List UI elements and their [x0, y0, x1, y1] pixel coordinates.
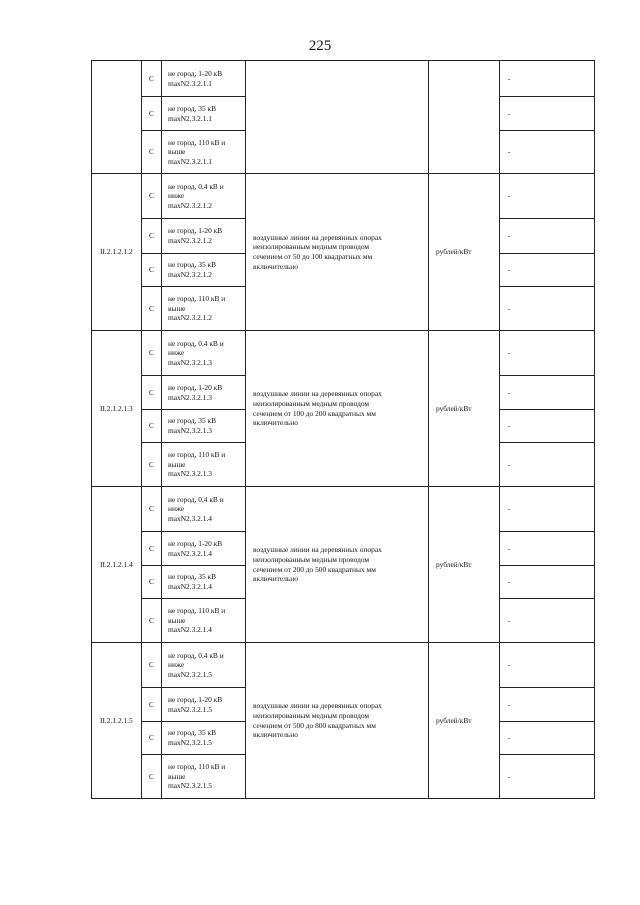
- description-line: неизолированным медным проводом: [253, 710, 370, 720]
- voltage-name-line: не город, 1-20 кВ: [168, 538, 223, 548]
- table-row: [92, 61, 595, 97]
- voltage-name-cell: [162, 97, 246, 131]
- voltage-name-line: не город, 110 кВ и: [168, 294, 226, 304]
- description-line: включительно: [253, 261, 298, 271]
- category-letter-cell: С: [142, 331, 162, 376]
- description-line: включительно: [253, 730, 298, 740]
- voltage-name-line: не город, 1-20 кВ: [168, 382, 223, 392]
- table-row: [92, 487, 595, 532]
- voltage-name-line: ниже: [168, 348, 185, 358]
- voltage-name-line: ниже: [168, 191, 185, 201]
- voltage-name-line: выше: [168, 615, 186, 625]
- line-description-cell: [246, 643, 429, 799]
- voltage-name-line: не город, 35 кВ: [168, 416, 217, 426]
- value-cell: -: [500, 410, 595, 443]
- category-letter-cell: С: [142, 722, 162, 755]
- voltage-name-line: maxN2.3.2.1.1: [168, 113, 212, 123]
- category-letter-cell: С: [142, 688, 162, 722]
- value-cell: -: [500, 287, 595, 331]
- voltage-name-cell: [162, 443, 246, 487]
- voltage-name-line: maxN2.3.2.1.3: [168, 469, 212, 479]
- item-code-cell: II.2.1.2.1.2: [92, 174, 142, 331]
- value-cell: -: [500, 97, 595, 131]
- category-letter-cell: С: [142, 219, 162, 254]
- voltage-name-line: не город, 1-20 кВ: [168, 68, 223, 78]
- voltage-name-cell: [162, 131, 246, 174]
- item-code-cell: [92, 61, 142, 174]
- description-line: включительно: [253, 574, 298, 584]
- value-cell: -: [500, 443, 595, 487]
- table-row: [92, 643, 595, 688]
- value-cell: -: [500, 532, 595, 566]
- unit-cell: рублей/кВт: [429, 487, 500, 643]
- table-row: [92, 174, 595, 219]
- voltage-name-line: ниже: [168, 660, 185, 670]
- line-description-cell: [246, 174, 429, 331]
- voltage-name-line: maxN2.3.2.1.4: [168, 513, 212, 523]
- value-cell: -: [500, 566, 595, 599]
- value-cell: -: [500, 174, 595, 219]
- category-letter-cell: С: [142, 174, 162, 219]
- description-line: воздушные линии на деревянных опорах: [253, 389, 382, 399]
- voltage-name-cell: [162, 331, 246, 376]
- description-line: воздушные линии на деревянных опорах: [253, 701, 382, 711]
- category-letter-cell: С: [142, 410, 162, 443]
- item-code-cell: II.2.1.2.1.4: [92, 487, 142, 643]
- voltage-name-line: не город, 1-20 кВ: [168, 226, 223, 236]
- voltage-name-cell: [162, 254, 246, 287]
- voltage-name-line: maxN2.3.2.1.1: [168, 156, 212, 166]
- value-cell: -: [500, 131, 595, 174]
- value-cell: -: [500, 599, 595, 643]
- item-code-cell: II.2.1.2.1.3: [92, 331, 142, 487]
- voltage-name-line: не город, 0,4 кВ и: [168, 650, 224, 660]
- item-code-cell: II.2.1.2.1.5: [92, 643, 142, 799]
- value-cell: -: [500, 487, 595, 532]
- voltage-name-line: не город, 0,4 кВ и: [168, 338, 224, 348]
- voltage-name-line: maxN2.3.2.1.4: [168, 625, 212, 635]
- voltage-name-cell: [162, 410, 246, 443]
- voltage-name-line: maxN2.3.2.1.4: [168, 548, 212, 558]
- voltage-name-cell: [162, 688, 246, 722]
- unit-cell: [429, 61, 500, 174]
- value-cell: -: [500, 755, 595, 799]
- voltage-name-line: maxN2.3.2.1.3: [168, 392, 212, 402]
- category-letter-cell: С: [142, 287, 162, 331]
- voltage-name-line: не город, 0,4 кВ и: [168, 494, 224, 504]
- category-letter-cell: С: [142, 755, 162, 799]
- voltage-name-cell: [162, 61, 246, 97]
- description-line: включительно: [253, 418, 298, 428]
- category-letter-cell: С: [142, 532, 162, 566]
- value-cell: -: [500, 688, 595, 722]
- description-line: сечением от 100 до 200 квадратных мм: [253, 408, 376, 418]
- description-line: неизолированным медным проводом: [253, 242, 370, 252]
- voltage-name-cell: [162, 376, 246, 410]
- category-letter-cell: С: [142, 643, 162, 688]
- voltage-name-line: maxN2.3.2.1.1: [168, 78, 212, 88]
- voltage-name-line: ниже: [168, 504, 185, 514]
- value-cell: -: [500, 219, 595, 254]
- page-number: 225: [308, 38, 332, 54]
- voltage-name-line: maxN2.3.2.1.2: [168, 270, 212, 279]
- voltage-name-cell: [162, 755, 246, 799]
- voltage-name-line: maxN2.3.2.1.5: [168, 781, 212, 791]
- description-line: воздушные линии на деревянных опорах: [253, 545, 382, 555]
- line-description-cell: [246, 487, 429, 643]
- voltage-name-line: не город, 110 кВ и: [168, 762, 226, 772]
- voltage-name-line: maxN2.3.2.1.2: [168, 236, 212, 245]
- unit-cell: рублей/кВт: [429, 643, 500, 799]
- category-letter-cell: С: [142, 97, 162, 131]
- voltage-name-line: не город, 35 кВ: [168, 260, 217, 270]
- category-letter-cell: С: [142, 61, 162, 97]
- voltage-name-line: maxN2.3.2.1.3: [168, 357, 212, 367]
- voltage-name-line: не город, 110 кВ и: [168, 606, 226, 616]
- unit-cell: рублей/кВт: [429, 331, 500, 487]
- category-letter-cell: С: [142, 599, 162, 643]
- unit-cell: рублей/кВт: [429, 174, 500, 331]
- voltage-name-cell: [162, 487, 246, 532]
- voltage-name-line: maxN2.3.2.1.2: [168, 313, 212, 323]
- voltage-name-cell: [162, 219, 246, 254]
- table-row: [92, 331, 595, 376]
- voltage-name-cell: [162, 599, 246, 643]
- description-line: неизолированным медным проводом: [253, 554, 370, 564]
- voltage-name-line: выше: [168, 303, 186, 313]
- voltage-name-line: maxN2.3.2.1.5: [168, 669, 212, 679]
- voltage-name-line: не город, 35 кВ: [168, 103, 217, 113]
- line-description-cell: [246, 61, 429, 174]
- voltage-name-cell: [162, 643, 246, 688]
- category-letter-cell: С: [142, 566, 162, 599]
- value-cell: -: [500, 61, 595, 97]
- description-line: воздушные линии на деревянных опорах: [253, 232, 382, 242]
- category-letter-cell: С: [142, 131, 162, 174]
- voltage-name-line: maxN2.3.2.1.5: [168, 704, 212, 714]
- voltage-name-line: выше: [168, 771, 186, 781]
- description-line: неизолированным медным проводом: [253, 398, 370, 408]
- tariff-table-body: [92, 61, 595, 799]
- voltage-name-line: не город, 35 кВ: [168, 728, 217, 738]
- voltage-name-line: не город, 110 кВ и: [168, 450, 226, 460]
- voltage-name-line: не город, 1-20 кВ: [168, 694, 223, 704]
- description-line: сечением от 500 до 800 квадратных мм: [253, 720, 376, 730]
- voltage-name-line: maxN2.3.2.1.2: [168, 200, 212, 210]
- category-letter-cell: С: [142, 376, 162, 410]
- value-cell: -: [500, 643, 595, 688]
- voltage-name-cell: [162, 287, 246, 331]
- category-letter-cell: С: [142, 254, 162, 287]
- line-description-cell: [246, 331, 429, 487]
- category-letter-cell: С: [142, 443, 162, 487]
- voltage-name-cell: [162, 566, 246, 599]
- voltage-name-cell: [162, 532, 246, 566]
- voltage-name-line: не город, 35 кВ: [168, 572, 217, 582]
- voltage-name-line: не город, 110 кВ и: [168, 137, 226, 147]
- value-cell: -: [500, 722, 595, 755]
- voltage-name-line: не город, 0,4 кВ и: [168, 181, 224, 191]
- voltage-name-line: выше: [168, 147, 186, 157]
- tariff-table: [91, 60, 595, 799]
- value-cell: -: [500, 376, 595, 410]
- category-letter-cell: С: [142, 487, 162, 532]
- voltage-name-line: maxN2.3.2.1.3: [168, 426, 212, 435]
- description-line: сечением от 200 до 500 квадратных мм: [253, 564, 376, 574]
- description-line: сечением от 50 до 100 квадратных мм: [253, 252, 373, 261]
- voltage-name-cell: [162, 174, 246, 219]
- value-cell: -: [500, 331, 595, 376]
- voltage-name-cell: [162, 722, 246, 755]
- voltage-name-line: maxN2.3.2.1.4: [168, 582, 212, 591]
- value-cell: -: [500, 254, 595, 287]
- voltage-name-line: выше: [168, 459, 186, 469]
- voltage-name-line: maxN2.3.2.1.5: [168, 738, 212, 747]
